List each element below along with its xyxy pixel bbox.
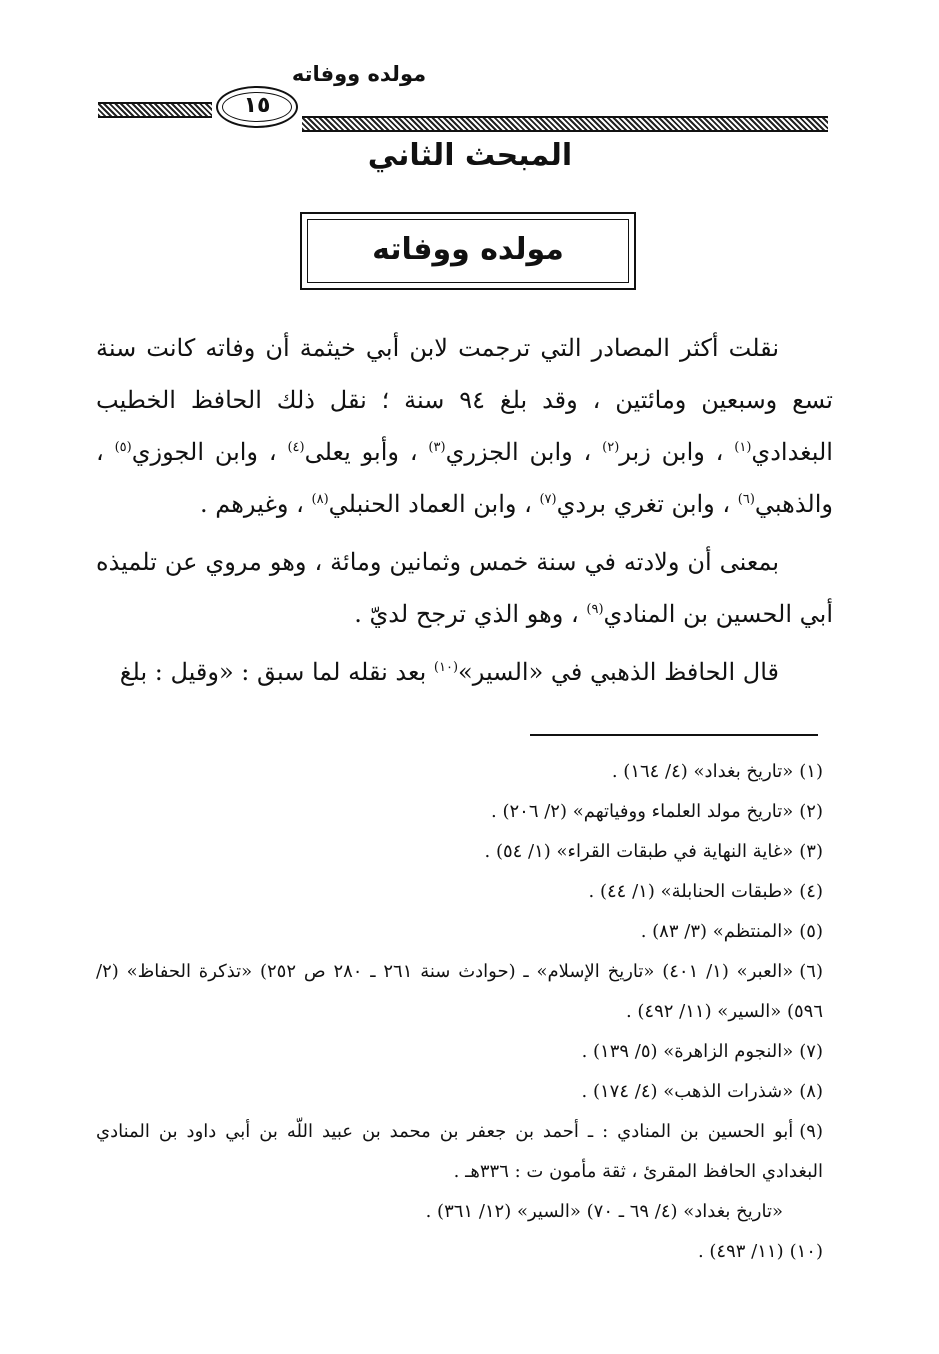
footnote-separator [530,734,818,736]
page-number: ١٥ [243,93,271,118]
footnote-number: (٣) [799,841,823,862]
body-text-run: ، وابن الجوزي [131,438,277,466]
chapter-title: مولده ووفاته [372,232,564,267]
footnote-ref-5[interactable]: (٥) [114,440,132,455]
footnote-text: «غاية النهاية في طبقات القراء» (١/ ٥٤) . [484,841,794,862]
footnote-ref-3[interactable]: (٣) [428,440,446,455]
footnote-7 [96,1032,823,1072]
footnote-number: (٥) [799,921,823,942]
body-text-run: نقلت أكثر المصادر التي ترجمت لابن أبي خيثمة أن وفاته كانت سنة تسع وسبعين ومائتين ، وقد بلغ ٩٤ سنة ؛ نقل ذلك الحافظ الخطيب البغدادي [96,334,833,466]
body-paragraph-3 [96,646,833,698]
footnote-number: (١) [799,761,823,782]
footnote-text: «العبر» (١/ ٤٠١) «تاريخ الإسلام» ـ (حوادث سنة ٢٦١ ـ ٢٨٠ ص ٢٥٢) «تذكرة الحفاظ» (٢/ ٥٩٦) «السير» (١١/ ٤٩٢) . [96,961,823,1022]
body-text-run: ، وابن زبر [619,438,724,466]
footnote-number: (٦) [799,961,823,982]
footnote-ref-8[interactable]: (٨) [311,492,329,507]
footnotes [96,752,823,1272]
section-heading: المبحث الثاني [367,138,573,173]
body-text-run: قال الحافظ الذهبي في «السير» [458,658,779,686]
footnote-ref-4[interactable]: (٤) [287,440,305,455]
footnote-ref-9[interactable]: (٩) [586,602,604,617]
footnote-9 [96,1112,823,1192]
page-number-oval [216,86,298,128]
footnote-3 [96,832,823,872]
header-ornament-rule-left [98,102,212,118]
footnote-text: «تاريخ مولد العلماء ووفياتهم» (٢/ ٢٠٦) . [491,801,794,822]
body-text-run: ، وهو الذي ترجح لديّ . [354,600,579,628]
body-text-run: ، وأبو يعلى [304,438,418,466]
body-paragraph-2 [96,536,833,640]
footnote-text: «تاريخ بغداد» (٤/ ١٦٤) . [611,761,794,782]
body-text-run: ، وابن العماد الحنبلي [328,490,532,518]
footnote-8 [96,1072,823,1112]
footnote-6 [96,952,823,1032]
footnote-ref-2[interactable]: (٢) [602,440,620,455]
body-text-run: ، والذهبي [96,438,833,518]
body-text-run: ، وابن الجزري [445,438,592,466]
footnote-text: «طبقات الحنابلة» (١/ ٤٤) . [588,881,794,902]
body-text-run: بمعنى أن ولادته في سنة خمس وثمانين ومائة ، وهو مروي عن تلميذه أبي الحسين بن المنادي [96,548,833,628]
footnote-ref-10[interactable]: (١٠) [433,660,459,675]
footnote-4 [96,872,823,912]
footnote-10 [96,1232,823,1272]
footnote-ref-1[interactable]: (١) [734,440,752,455]
body-paragraph-1 [96,322,833,530]
body-text-run: بعد نقله لما سبق : «وقيل : بلغ [119,658,427,686]
footnote-number: (٤) [799,881,823,902]
footnote-ref-7[interactable]: (٧) [539,492,557,507]
footnote-text: أبو الحسين بن المنادي : ـ أحمد بن جعفر بن محمد بن عبيد اللّه بن أبي داود بن المنادي البغدادي الحافظ المقرئ ، ثقة مأمون ت : ٣٣٦هـ . [96,1121,823,1182]
footnote-number: (٨) [799,1081,823,1102]
footnote-1 [96,752,823,792]
footnote-number: (٢) [799,801,823,822]
footnote-5 [96,912,823,952]
footnote-text: «النجوم الزاهرة» (٥/ ١٣٩) . [581,1041,794,1062]
footnote-ref-6[interactable]: (٦) [737,492,755,507]
body-text-run: ، وغيرهم . [199,490,304,518]
body-text-run: ، وابن تغري بردي [556,490,731,518]
footnote-number: (١٠) [789,1241,823,1262]
running-title: مولده ووفاته [291,62,427,86]
footnote-number: (٩) [799,1121,823,1142]
footnote-text: «المنتظم» (٣/ ٨٣) . [640,921,794,942]
footnote-text: (١١/ ٤٩٣) . [697,1241,784,1262]
footnote-2 [96,792,823,832]
footnote-text: «شذرات الذهب» (٤/ ١٧٤) . [581,1081,794,1102]
footnote-number: (٧) [799,1041,823,1062]
footnote-9-continuation [96,1192,823,1232]
footnote-text: «تاريخ بغداد» (٤/ ٦٩ ـ ٧٠) «السير» (١٢/ ٣٦١) . [425,1201,783,1222]
header-ornament-rule-right [302,116,828,132]
body-text [96,322,833,704]
chapter-title-frame [300,212,636,290]
